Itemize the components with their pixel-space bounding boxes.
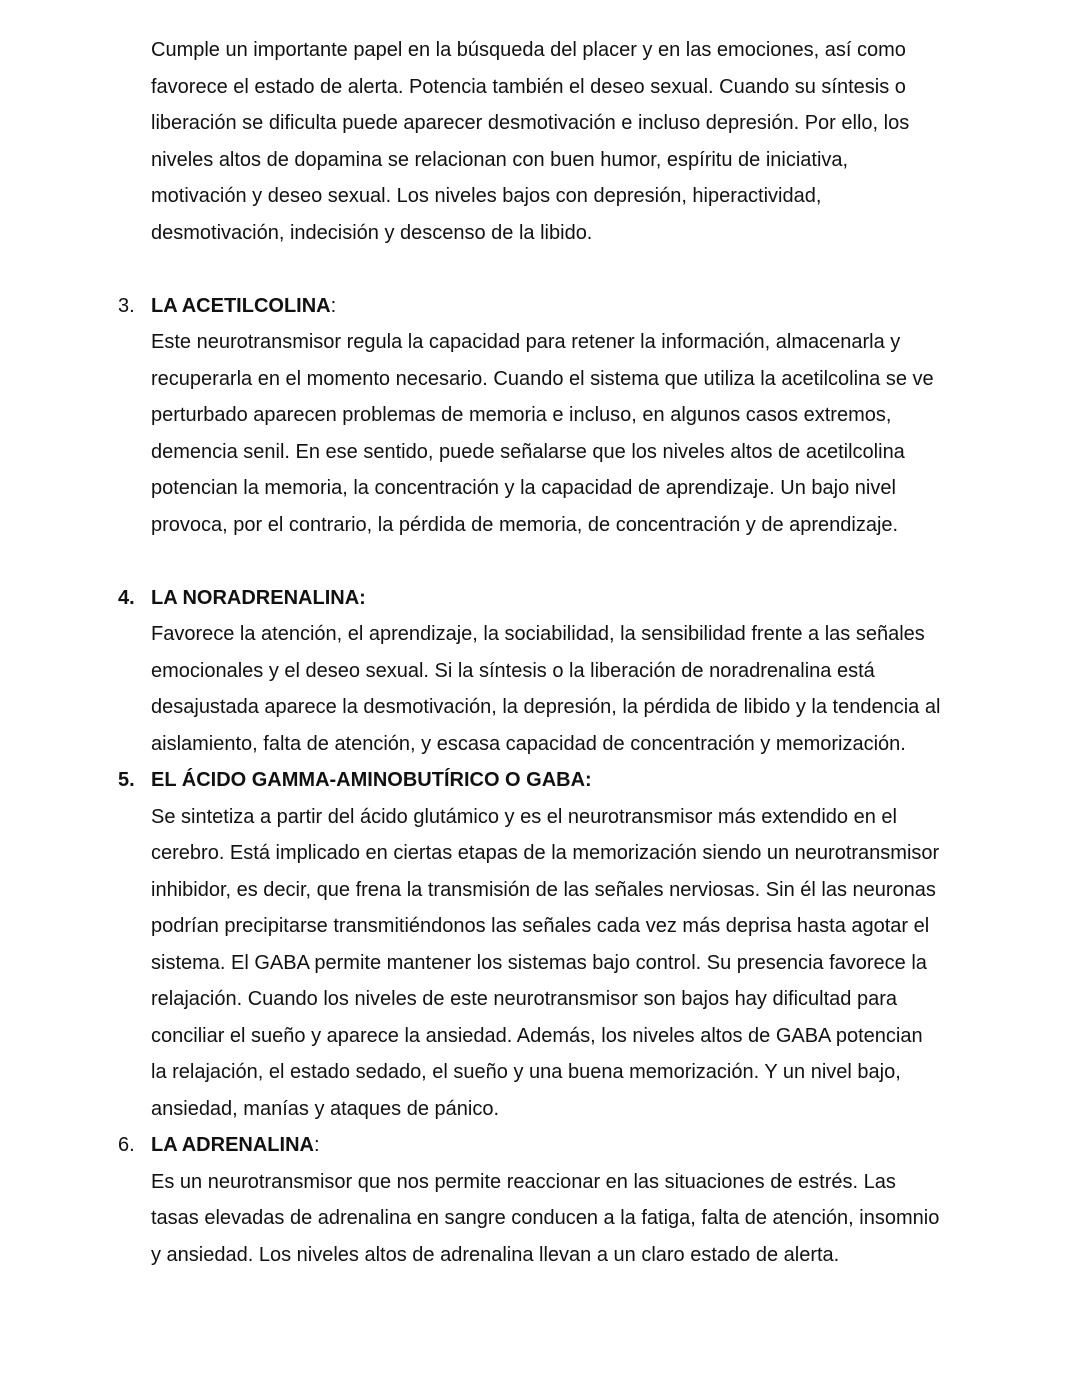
paragraph-line: y ansiedad. Los niveles altos de adrenalina llevan a un claro estado de alerta. <box>151 1244 840 1266</box>
list-number: 6. <box>118 1134 135 1156</box>
paragraph-line: podrían precipitarse transmitiéndonos las señales cada vez más deprisa hasta agotar el <box>151 915 930 937</box>
paragraph-line: recuperarla en el momento necesario. Cuando el sistema que utiliza la acetilcolina se ve <box>151 368 934 390</box>
paragraph-line: Este neurotransmisor regula la capacidad para retener la información, almacenarla y <box>151 331 901 353</box>
paragraph-line: provoca, por el contrario, la pérdida de memoria, de concentración y de aprendizaje. <box>151 514 899 536</box>
section-title-suffix: : <box>313 1134 320 1156</box>
paragraph-line: inhibidor, es decir, que frena la transmisión de las señales nerviosas. Sin él las neuronas <box>151 879 936 901</box>
paragraph-line: conciliar el sueño y aparece la ansiedad. Además, los niveles altos de GABA potencian <box>151 1025 923 1047</box>
section-title-suffix: : <box>330 295 337 317</box>
paragraph-line: Cumple un importante papel en la búsqueda del placer y en las emociones, así como <box>151 39 906 61</box>
paragraph-line: demencia senil. En ese sentido, puede señalarse que los niveles altos de acetilcolina <box>151 441 905 463</box>
paragraph-line: desmotivación, indecisión y descenso de la libido. <box>151 222 593 244</box>
section-title: LA ACETILCOLINA <box>151 295 331 317</box>
paragraph-line: desajustada aparece la desmotivación, la depresión, la pérdida de libido y la tendencia al <box>151 696 941 718</box>
paragraph-line: ansiedad, manías y ataques de pánico. <box>151 1098 500 1120</box>
paragraph-line: perturbado aparecen problemas de memoria e incluso, en algunos casos extremos, <box>151 404 892 426</box>
section-heading <box>151 586 366 610</box>
paragraph-line: Es un neurotransmisor que nos permite reaccionar en las situaciones de estrés. Las <box>151 1171 896 1193</box>
paragraph-line: favorece el estado de alerta. Potencia también el deseo sexual. Cuando su síntesis o <box>151 76 906 98</box>
list-number: 5. <box>118 769 135 791</box>
paragraph-line: tasas elevadas de adrenalina en sangre conducen a la fatiga, falta de atención, insomnio <box>151 1207 940 1229</box>
paragraph-line: niveles altos de dopamina se relacionan con buen humor, espíritu de iniciativa, <box>151 149 849 171</box>
section-title: LA NORADRENALINA: <box>151 587 366 609</box>
paragraph-line: Se sintetiza a partir del ácido glutámico y es el neurotransmisor más extendido en el <box>151 806 897 828</box>
paragraph-line: Favorece la atención, el aprendizaje, la sociabilidad, la sensibilidad frente a las señales <box>151 623 925 645</box>
section-heading <box>151 1133 320 1157</box>
paragraph-line: cerebro. Está implicado en ciertas etapas de la memorización siendo un neurotransmisor <box>151 842 940 864</box>
paragraph-line: emocionales y el deseo sexual. Si la síntesis o la liberación de noradrenalina está <box>151 660 875 682</box>
section-heading <box>151 294 336 318</box>
paragraph-line: sistema. El GABA permite mantener los sistemas bajo control. Su presencia favorece la <box>151 952 927 974</box>
section-title: EL ÁCIDO GAMMA-AMINOBUTÍRICO O GABA: <box>151 769 592 791</box>
list-number: 3. <box>118 295 135 317</box>
paragraph-line: relajación. Cuando los niveles de este neurotransmisor son bajos hay dificultad para <box>151 988 897 1010</box>
paragraph-line: potencian la memoria, la concentración y la capacidad de aprendizaje. Un bajo nivel <box>151 477 896 499</box>
paragraph-line: la relajación, el estado sedado, el sueño y una buena memorización. Y un nivel bajo, <box>151 1061 901 1083</box>
list-number: 4. <box>118 587 135 609</box>
section-title: LA ADRENALINA <box>151 1134 314 1156</box>
paragraph-line: liberación se dificulta puede aparecer desmotivación e incluso depresión. Por ello, los <box>151 112 910 134</box>
section-heading <box>151 768 592 792</box>
paragraph-line: aislamiento, falta de atención, y escasa capacidad de concentración y memorización. <box>151 733 906 755</box>
paragraph-line: motivación y deseo sexual. Los niveles bajos con depresión, hiperactividad, <box>151 185 822 207</box>
